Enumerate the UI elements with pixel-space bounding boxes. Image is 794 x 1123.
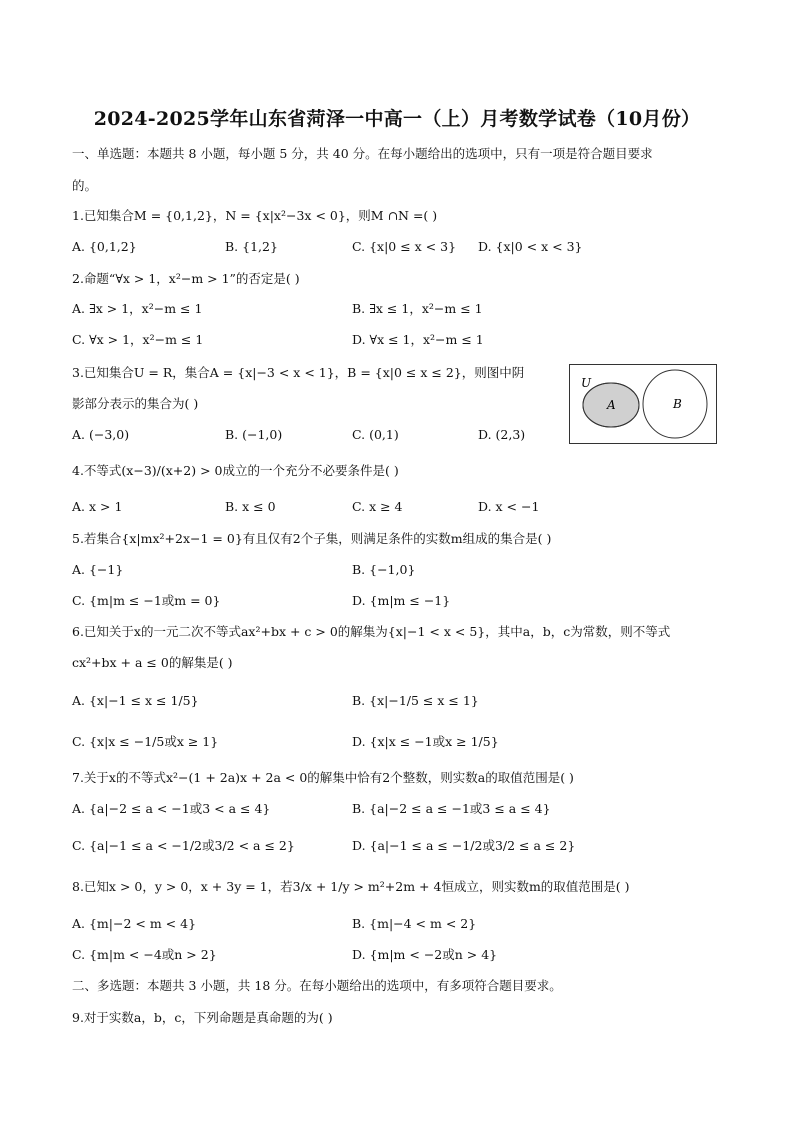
question-4-option-a[interactable]: A. x > 1 — [72, 499, 123, 514]
question-2-option-a[interactable]: A. ∃x > 1，x²−m ≤ 1 — [72, 301, 203, 316]
section1-heading: 一、单选题：本题共 8 小题，每小题 5 分，共 40 分。在每小题给出的选项中，只有一项是符合题目要求 — [72, 146, 653, 161]
question-2-option-b[interactable]: B. ∃x ≤ 1，x²−m ≤ 1 — [352, 301, 483, 316]
question-2-option-c[interactable]: C. ∀x > 1，x²−m ≤ 1 — [72, 332, 204, 347]
question-7-option-c[interactable]: C. {a|−1 ≤ a < −1/2或3/2 < a ≤ 2} — [72, 838, 295, 853]
question-8-option-b[interactable]: B. {m|−4 < m < 2} — [352, 916, 477, 931]
question-7-option-a[interactable]: A. {a|−2 ≤ a < −1或3 < a ≤ 4} — [72, 801, 271, 816]
question-6-stem-cont: cx²+bx + a ≤ 0的解集是( ) — [72, 655, 233, 670]
question-1-option-d[interactable]: D. {x|0 < x < 3} — [478, 239, 583, 254]
venn-b-label: B — [673, 397, 682, 411]
question-7-stem: 7.关于x的不等式x²−(1 + 2a)x + 2a < 0的解集中恰有2个整数，则实数a的取值范围是( ) — [72, 770, 574, 785]
question-3-option-c[interactable]: C. (0,1) — [352, 427, 399, 442]
question-6-option-d[interactable]: D. {x|x ≤ −1或x ≥ 1/5} — [352, 734, 499, 749]
question-4-option-c[interactable]: C. x ≥ 4 — [352, 499, 403, 514]
question-8-option-c[interactable]: C. {m|m < −4或n > 2} — [72, 947, 217, 962]
question-3-option-b[interactable]: B. (−1,0) — [225, 427, 283, 442]
question-8-stem: 8.已知x > 0，y > 0，x + 3y = 1，若3/x + 1/y > m²+2m + 4恒成立，则实数m的取值范围是( ) — [72, 879, 630, 894]
question-6-stem: 6.已知关于x的一元二次不等式ax²+bx + c > 0的解集为{x|−1 < x < 5}，其中a，b，c为常数，则不等式 — [72, 624, 671, 639]
question-2-option-d[interactable]: D. ∀x ≤ 1，x²−m ≤ 1 — [352, 332, 484, 347]
question-8-option-d[interactable]: D. {m|m < −2或n > 4} — [352, 947, 498, 962]
question-6-option-b[interactable]: B. {x|−1/5 ≤ x ≤ 1} — [352, 693, 479, 708]
question-5-option-b[interactable]: B. {−1,0} — [352, 562, 416, 577]
venn-a-label: A — [607, 398, 616, 412]
question-6-option-c[interactable]: C. {x|x ≤ −1/5或x ≥ 1} — [72, 734, 219, 749]
question-3-stem: 3.已知集合U = R，集合A = {x|−3 < x < 1}，B = {x|0 ≤ x ≤ 2}，则图中阴 — [72, 365, 525, 380]
venn-u-label: U — [581, 376, 592, 390]
section1-heading-cont: 的。 — [72, 178, 98, 193]
section2-heading: 二、多选题：本题共 3 小题，共 18 分。在每小题给出的选项中，有多项符合题目要求。 — [72, 978, 562, 993]
question-7-option-b[interactable]: B. {a|−2 ≤ a ≤ −1或3 ≤ a ≤ 4} — [352, 801, 551, 816]
question-5-option-d[interactable]: D. {m|m ≤ −1} — [352, 593, 451, 608]
question-2-stem: 2.命题“∀x > 1，x²−m > 1”的否定是( ) — [72, 271, 300, 286]
question-3-stem-cont: 影部分表示的集合为( ) — [72, 396, 199, 411]
question-5-stem: 5.若集合{x|mx²+2x−1 = 0}有且仅有2个子集，则满足条件的实数m组成的集合是( ) — [72, 531, 552, 546]
question-1-option-b[interactable]: B. {1,2} — [225, 239, 278, 254]
question-9-stem: 9.对于实数a，b，c，下列命题是真命题的为( ) — [72, 1010, 333, 1025]
question-7-option-d[interactable]: D. {a|−1 ≤ a ≤ −1/2或3/2 ≤ a ≤ 2} — [352, 838, 576, 853]
question-4-option-d[interactable]: D. x < −1 — [478, 499, 540, 514]
page-title: 2024-2025学年山东省菏泽一中高一（上）月考数学试卷（10月份） — [93, 108, 701, 130]
question-1-stem: 1.已知集合M = {0,1,2}，N = {x|x²−3x < 0}，则M ∩N =( ) — [72, 208, 438, 223]
question-5-option-a[interactable]: A. {−1} — [72, 562, 124, 577]
question-3-option-a[interactable]: A. (−3,0) — [72, 427, 130, 442]
question-5-option-c[interactable]: C. {m|m ≤ −1或m = 0} — [72, 593, 221, 608]
question-8-option-a[interactable]: A. {m|−2 < m < 4} — [72, 916, 197, 931]
question-4-option-b[interactable]: B. x ≤ 0 — [225, 499, 276, 514]
venn-diagram — [569, 364, 717, 444]
question-6-option-a[interactable]: A. {x|−1 ≤ x ≤ 1/5} — [72, 693, 199, 708]
question-1-option-a[interactable]: A. {0,1,2} — [72, 239, 137, 254]
question-3-option-d[interactable]: D. (2,3) — [478, 427, 526, 442]
question-4-stem: 4.不等式(x−3)/(x+2) > 0成立的一个充分不必要条件是( ) — [72, 463, 399, 478]
question-1-option-c[interactable]: C. {x|0 ≤ x < 3} — [352, 239, 457, 254]
